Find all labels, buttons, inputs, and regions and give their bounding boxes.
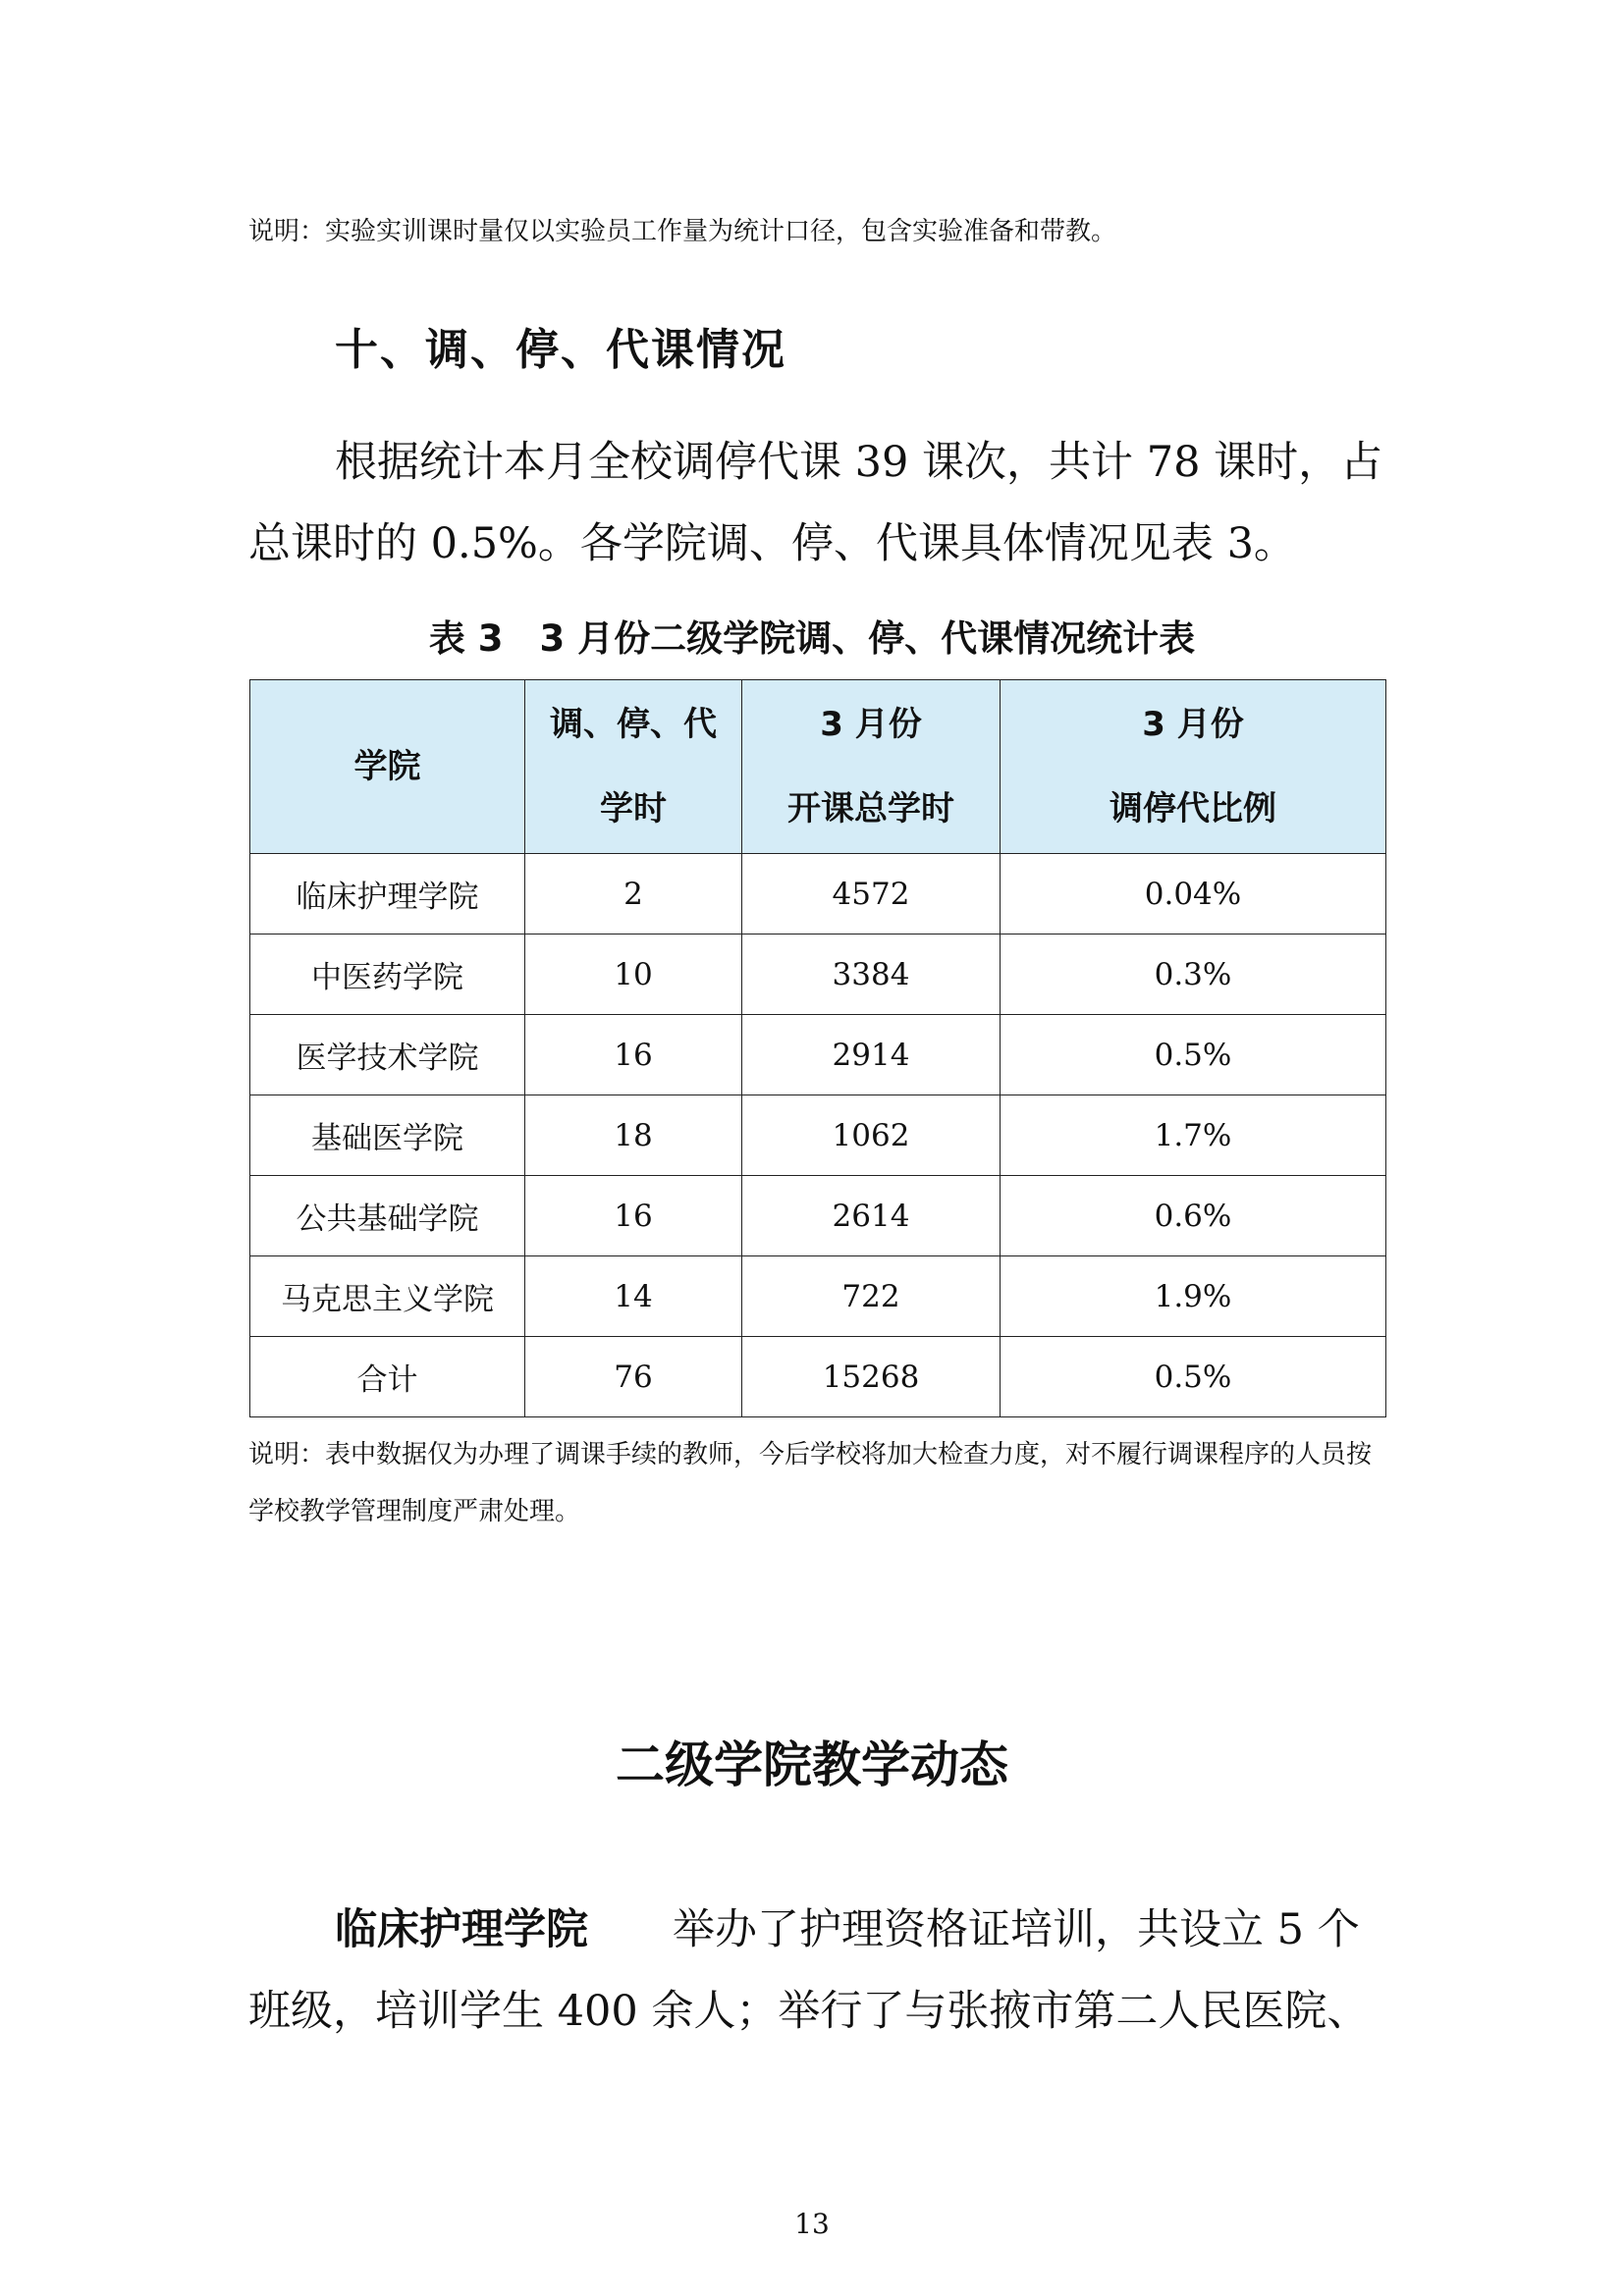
cell-college: 中医药学院 — [250, 934, 525, 1015]
header-total-hours-line2: 开课总学时 — [787, 789, 954, 828]
major-heading: 二级学院教学动态 — [616, 1736, 1008, 1793]
cell-total: 15268 — [742, 1337, 1001, 1417]
table-row — [250, 1095, 1386, 1176]
bottom-note: 说明：表中数据仅为办理了调课手续的教师，今后学校将加大检查力度，对不履行调课程序的人员按学校教学管理制度严肃处理。 — [248, 1440, 1373, 1526]
cell-total: 3384 — [742, 934, 1001, 1015]
cell-ratio: 0.6% — [1001, 1176, 1386, 1256]
cell-college: 医学技术学院 — [250, 1015, 525, 1095]
header-ratio-line2: 调停代比例 — [1110, 789, 1276, 828]
table-row — [250, 854, 1386, 934]
header-adjusted-hours — [525, 680, 742, 854]
cell-college: 合计 — [250, 1337, 525, 1417]
cell-ratio: 0.5% — [1001, 1337, 1386, 1417]
cell-college: 马克思主义学院 — [250, 1256, 525, 1337]
table-row — [250, 934, 1386, 1015]
page-number: 13 — [794, 2208, 830, 2240]
cell-hours: 18 — [525, 1095, 742, 1176]
header-total-hours — [742, 680, 1001, 854]
cell-total: 4572 — [742, 854, 1001, 934]
top-note: 说明：实验实训课时量仅以实验员工作量为统计口径，包含实验准备和带教。 — [248, 217, 1117, 246]
cell-hours: 2 — [525, 854, 742, 934]
table-caption: 表 3 3 月份二级学院调、停、代课情况统计表 — [428, 617, 1196, 660]
cell-college: 公共基础学院 — [250, 1176, 525, 1256]
header-ratio — [1001, 680, 1386, 854]
table-row — [250, 1256, 1386, 1337]
cell-hours: 76 — [525, 1337, 742, 1417]
paragraph-text: 举办了护理资格证培训，共设立 5 个班级，培训学生 400 余人；举行了与张掖市第二人民医院、 — [248, 1905, 1370, 2036]
header-adjusted-hours-line1: 调、停、代 — [550, 705, 717, 744]
cell-total: 722 — [742, 1256, 1001, 1337]
cell-hours: 10 — [525, 934, 742, 1015]
table-header-row — [250, 680, 1386, 854]
cell-college: 基础医学院 — [250, 1095, 525, 1176]
section-heading: 十、调、停、代课情况 — [335, 325, 786, 375]
cell-ratio: 0.3% — [1001, 934, 1386, 1015]
statistics-table — [249, 679, 1386, 1417]
header-ratio-line1: 3 月份 — [1142, 705, 1244, 744]
cell-total: 1062 — [742, 1095, 1001, 1176]
cell-hours: 16 — [525, 1176, 742, 1256]
table-row-total — [250, 1337, 1386, 1417]
header-total-hours-line1: 3 月份 — [820, 705, 922, 744]
cell-ratio: 0.04% — [1001, 854, 1386, 934]
paragraph-college-news — [248, 1890, 1387, 2053]
cell-hours: 14 — [525, 1256, 742, 1337]
cell-total: 2914 — [742, 1015, 1001, 1095]
cell-ratio: 1.7% — [1001, 1095, 1386, 1176]
table-row — [250, 1015, 1386, 1095]
header-college: 学院 — [250, 680, 525, 854]
header-adjusted-hours-line2: 学时 — [600, 789, 667, 828]
paragraph-lead: 临床护理学院 — [335, 1905, 588, 1954]
cell-hours: 16 — [525, 1015, 742, 1095]
cell-college: 临床护理学院 — [250, 854, 525, 934]
cell-ratio: 0.5% — [1001, 1015, 1386, 1095]
cell-ratio: 1.9% — [1001, 1256, 1386, 1337]
paragraph-summary: 根据统计本月全校调停代课 39 课次，共计 78 课时，占总课时的 0.5%。各学院调、停、代课具体情况见表 3。 — [248, 438, 1383, 568]
table-row — [250, 1176, 1386, 1256]
cell-total: 2614 — [742, 1176, 1001, 1256]
